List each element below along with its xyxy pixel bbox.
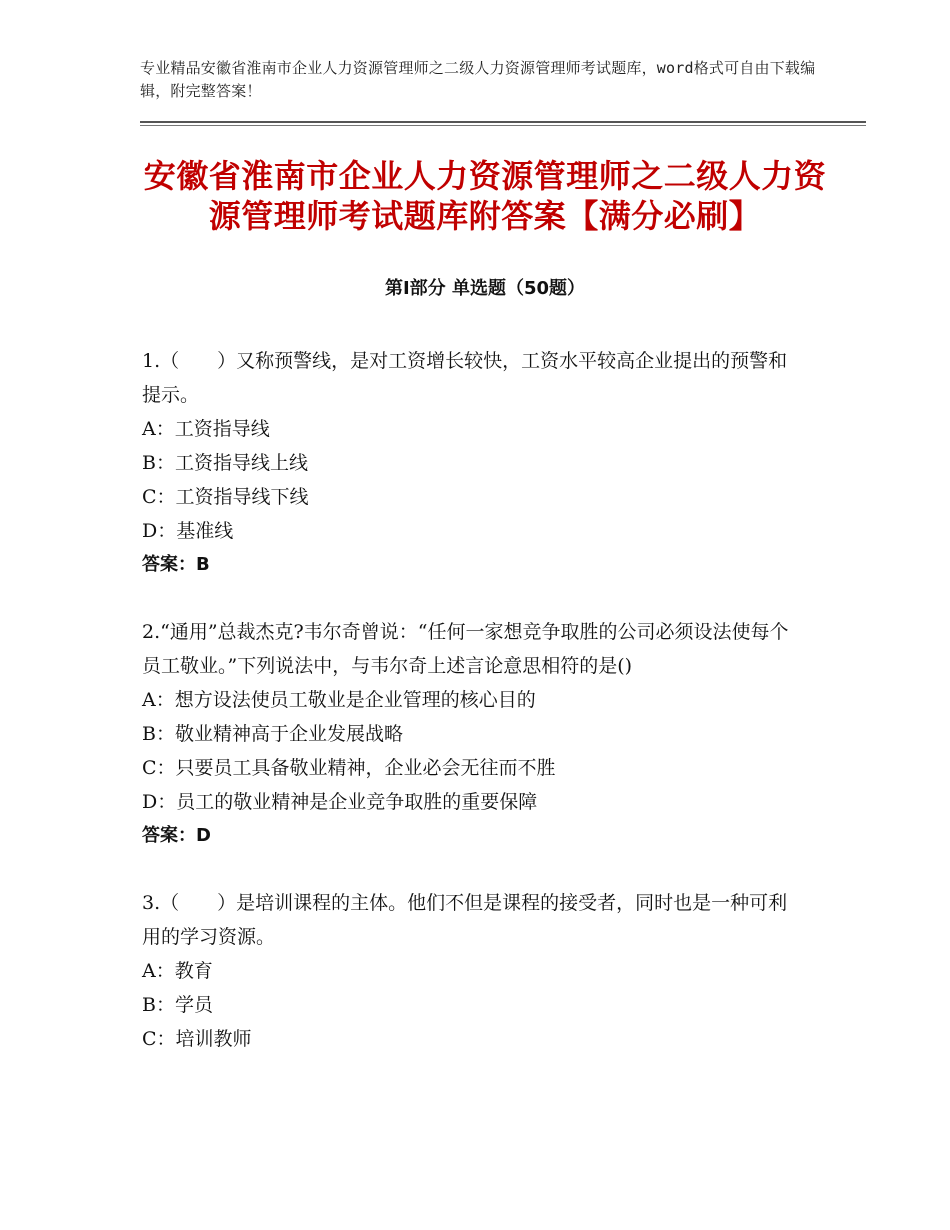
option-d: D：员工的敬业精神是企业竞争取胜的重要保障 [142, 791, 538, 813]
question-stem: 1.（ ）又称预警线，是对工资增长较快，工资水平较高企业提出的预警和提示。 [142, 350, 788, 406]
section-title: 第Ⅰ部分 单选题（50题） [384, 278, 585, 299]
option-c: C：工资指导线下线 [142, 486, 309, 508]
option-b: B：敬业精神高于企业发展战略 [142, 723, 403, 745]
option-c: C：只要员工具备敬业精神，企业必会无往而不胜 [142, 757, 556, 779]
question-1 [142, 344, 802, 582]
option-a: A：教育 [142, 960, 213, 982]
header-rule-thick [140, 121, 866, 123]
answer-label: 答案：B [142, 554, 210, 575]
option-c: C：培训教师 [142, 1028, 252, 1050]
question-2 [142, 615, 802, 853]
option-d: D：基准线 [142, 520, 234, 542]
option-a: A：工资指导线 [142, 418, 270, 440]
header-rule-thin [140, 125, 866, 126]
option-b: B：学员 [142, 994, 213, 1016]
question-stem: 3.（ ）是培训课程的主体。他们不但是课程的接受者，同时也是一种可利用的学习资源。 [142, 892, 788, 948]
answer-label: 答案：D [142, 825, 211, 846]
question-stem: 2.“通用”总裁杰克?韦尔奇曾说：“任何一家想竞争取胜的公司必须设法使每个员工敬业。”下列说法中，与韦尔奇上述言论意思相符的是() [142, 621, 789, 677]
document-title: 安徽省淮南市企业人力资源管理师之二级人力资源管理师考试题库附答案【满分必刷】 [143, 157, 827, 235]
option-a: A：想方设法使员工敬业是企业管理的核心目的 [142, 689, 536, 711]
option-b: B：工资指导线上线 [142, 452, 308, 474]
question-list [142, 344, 802, 1089]
question-3 [142, 886, 802, 1056]
header-note: 专业精品安徽省淮南市企业人力资源管理师之二级人力资源管理师考试题库，word格式可自由下载编辑，附完整答案！ [140, 59, 816, 100]
